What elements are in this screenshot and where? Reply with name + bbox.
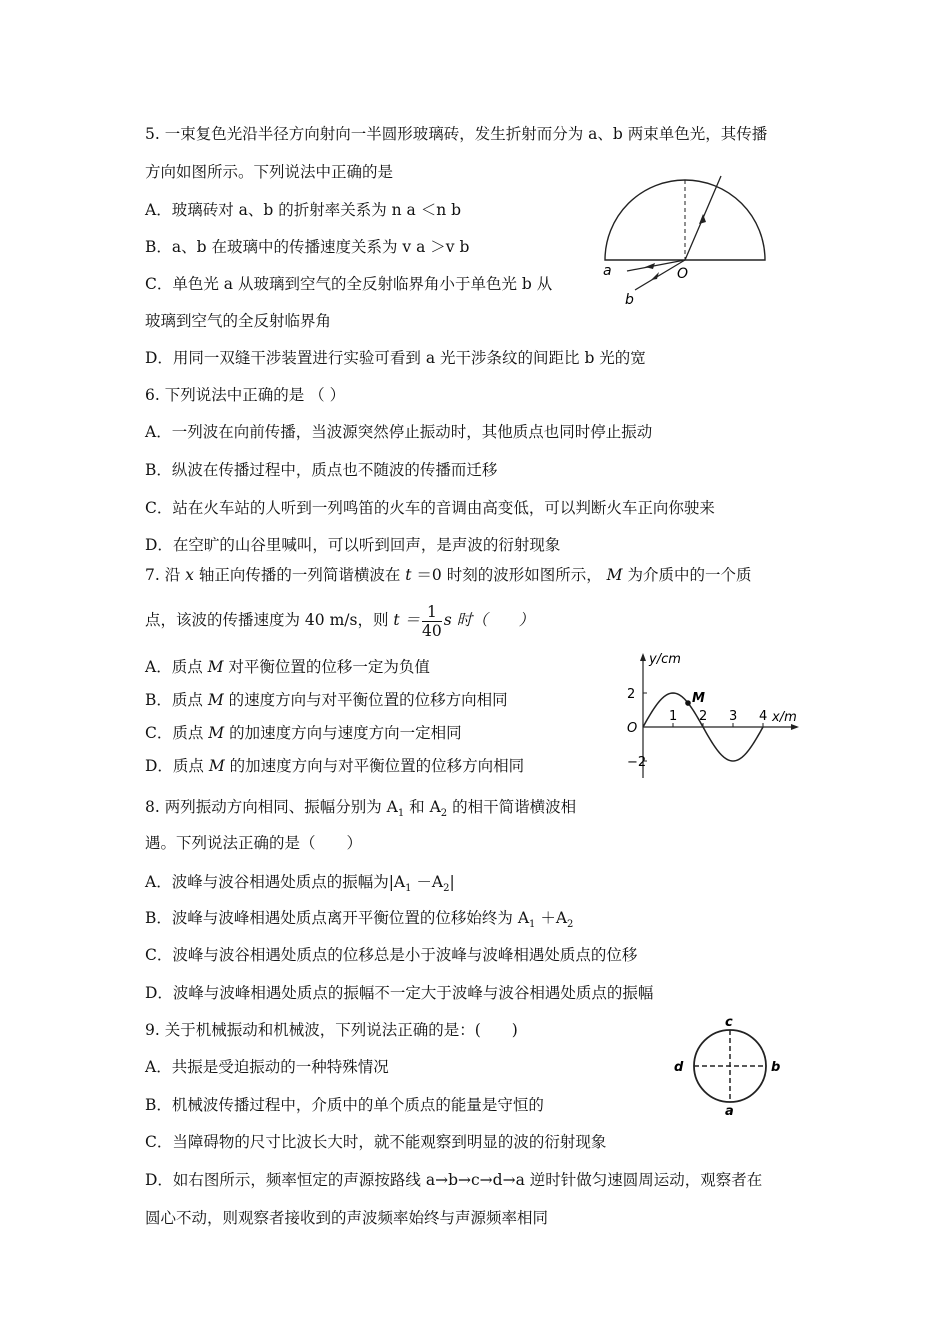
q5-stem-line2: 方向如图所示。下列说法中正确的是 (145, 163, 394, 181)
q9-stem: 9. 关于机械振动和机械波，下列说法正确的是：( ) (145, 1021, 518, 1039)
circular-path-diagram (668, 1014, 788, 1119)
y-axis-arrow (640, 653, 646, 661)
q6-option-b: B．纵波在传播过程中，质点也不随波的传播而迁移 (145, 461, 498, 479)
x-tick-label: 2 (699, 709, 708, 724)
q9-option-a: A．共振是受迫振动的一种特殊情况 (145, 1058, 389, 1076)
q6-option-c: C．站在火车站的人听到一列鸣笛的火车的音调由高变低，可以判断火车正向你驶来 (145, 499, 715, 517)
x-axis-label: x/m (772, 710, 797, 725)
q7-stem-line2: 点，该波的传播速度为 40 m/s，则 t ＝ $\frac{1}{40}$ s 时（ ） (145, 602, 535, 640)
wave-chart (615, 645, 825, 785)
q9-option-b: B．机械波传播过程中，介质中的单个质点的能量是守恒的 (145, 1096, 544, 1114)
label-b: b (625, 292, 634, 308)
fraction: $\frac{1}{40}$ (422, 602, 442, 640)
origin-label: O (627, 721, 638, 736)
label-a: a (725, 1104, 734, 1119)
q7-option-c: C．质点 M 的加速度方向与速度方向一定相同 (145, 724, 462, 742)
q5-option-b: B．a、b 在玻璃中的传播速度关系为 v a ＞v b (145, 238, 470, 256)
q8-option-c: C．波峰与波谷相遇处质点的位移总是小于波峰与波峰相遇处质点的位移 (145, 946, 638, 964)
q8-stem-line1: 8. 两列振动方向相同、振幅分别为 $A_1$ 和 $A_2$ 的相干简谐横波相 (145, 798, 577, 819)
q7-stem-line1: 7. 沿 x 轴正向传播的一列简谐横波在 t ＝0 时刻的波形如图所示， M 为介质中的一个质 (145, 566, 752, 584)
q8-stem-line2: 遇。下列说法正确的是（ ） (145, 834, 363, 852)
q5-stem-line1: 5. 一束复色光沿半径方向射向一半圆形玻璃砖，发生折射而分为 a、b 两束单色光，其传播 (145, 125, 768, 143)
q5-option-c-line1: C．单色光 a 从玻璃到空气的全反射临界角小于单色光 b 从 (145, 275, 553, 293)
y-tick-label: −2 (627, 755, 647, 770)
label-d: d (674, 1060, 684, 1075)
point-m-label: M (692, 691, 705, 707)
semicircle-glass-diagram (595, 168, 795, 308)
q6-option-a: A．一列波在向前传播，当波源突然停止振动时，其他质点也同时停止振动 (145, 423, 653, 441)
q6-stem: 6. 下列说法中正确的是 （ ） (145, 386, 346, 404)
y-tick-label: 2 (627, 687, 636, 702)
q9-option-c: C．当障碍物的尺寸比波长大时，就不能观察到明显的波的衍射现象 (145, 1133, 607, 1151)
x-tick-label: 3 (729, 709, 738, 724)
x-tick-label: 1 (669, 709, 678, 724)
y-axis-label: y/cm (649, 652, 681, 667)
q9-option-d-line2: 圆心不动，则观察者接收到的声波频率始终与声源频率相同 (145, 1209, 549, 1227)
q9-option-d-line1: D．如右图所示，频率恒定的声源按路线 a→b→c→d→a 逆时针做匀速圆周运动，观察者在 (145, 1171, 763, 1189)
point-m (685, 700, 691, 706)
q6-option-d: D．在空旷的山谷里喊叫，可以听到回声，是声波的衍射现象 (145, 536, 561, 554)
label-c: c (725, 1015, 733, 1030)
q5-option-d: D．用同一双缝干涉装置进行实验可看到 a 光干涉条纹的间距比 b 光的宽 (145, 349, 646, 367)
q8-option-d: D．波峰与波峰相遇处质点的振幅不一定大于波峰与波谷相遇处质点的振幅 (145, 984, 654, 1002)
q7-option-d: D．质点 M 的加速度方向与对平衡位置的位移方向相同 (145, 757, 525, 775)
q7-option-a: A．质点 M 对平衡位置的位移一定为负值 (145, 658, 430, 676)
label-b: b (771, 1060, 781, 1075)
q8-option-a: A．波峰与波谷相遇处质点的振幅为$|A_1 -A_2|$ (145, 873, 455, 894)
label-o: O (677, 266, 689, 282)
q8-option-b: B．波峰与波峰相遇处质点离开平衡位置的位移始终为 $A_1 +A_2$ (145, 909, 574, 930)
x-tick-label: 4 (759, 709, 768, 724)
q7-option-b: B．质点 M 的速度方向与对平衡位置的位移方向相同 (145, 691, 508, 709)
q5-option-c-line2: 玻璃到空气的全反射临界角 (145, 312, 332, 330)
label-a: a (603, 263, 612, 279)
q5-option-a: A．玻璃砖对 a、b 的折射率关系为 n a ＜n b (145, 201, 462, 219)
